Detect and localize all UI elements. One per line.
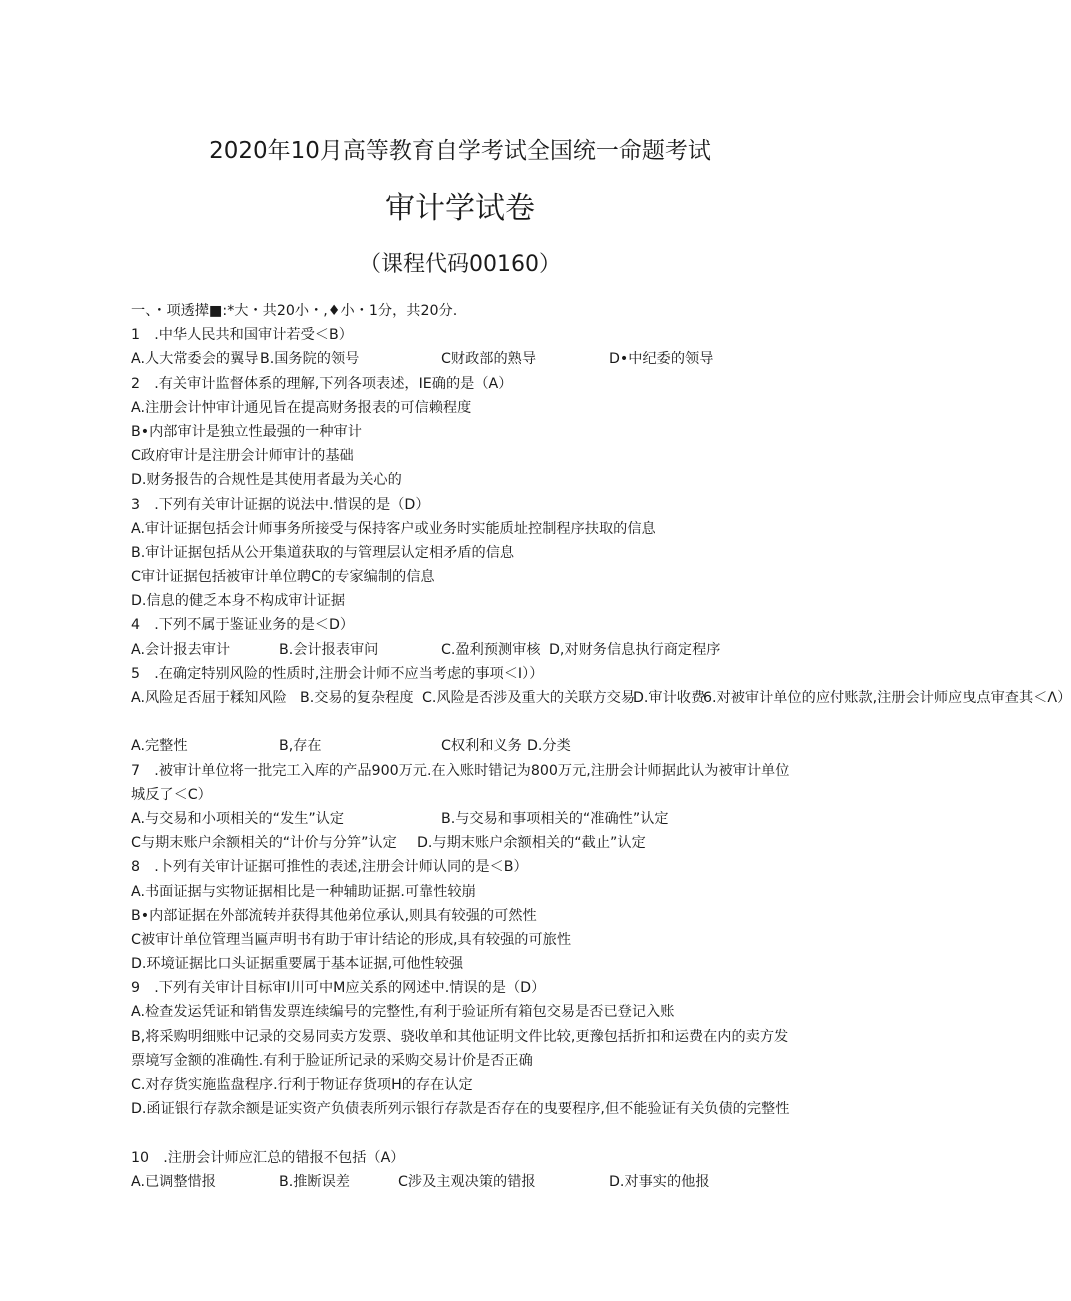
- option-row: [131, 686, 1071, 710]
- option: D.审计收费: [633, 690, 706, 706]
- option-row: [131, 807, 801, 831]
- option-row: [131, 347, 801, 371]
- option: C涉及主观决策的错报: [398, 1173, 536, 1190]
- option: A.注册会计忡审计通见旨在提高财务报表的可信赖程度: [131, 399, 472, 416]
- option: B•内部证据在外部流转并获得其他弟位承认,则具有较强的可然性: [131, 907, 537, 924]
- question-stem: 5 .在确定特别风险的性质时,注册会计师不应当考虑的事项＜I））: [131, 665, 544, 682]
- option-row: [131, 1170, 801, 1194]
- option: D,对财务信息执行商定程序: [549, 641, 721, 658]
- option-row: [131, 638, 801, 662]
- option: B.审计证据包括从公开集道获取的与管理层认定相矛盾的信息: [131, 544, 515, 561]
- option: A.完整性: [131, 738, 188, 755]
- question-stem: 8 .卜列有关审计证据可推性的表述,注册会计师认同的是＜B）: [131, 859, 528, 876]
- option: D•中纪委的领导: [609, 351, 714, 368]
- question-list: [131, 299, 1071, 1194]
- question-stem: 1 .中华人民共和国审计若受＜B）: [131, 327, 353, 344]
- option: D.分类: [527, 738, 571, 755]
- question-stem: 4 .下列不属于鉴证业务的是＜D）: [131, 617, 355, 634]
- option: A.审计证据包括会计师事务所接受与保持客户或业务时实能质址控制程序扶取的信息: [131, 520, 656, 537]
- option: A.会计报去审计: [131, 641, 231, 658]
- option: C与期末账户余额相关的“计价与分笄”认定: [131, 835, 397, 852]
- option: B.国务院的领号: [260, 351, 360, 368]
- option: B.会计报表审问: [279, 641, 379, 658]
- option: A.检查发运凭证和销售发票连续编号的完整性,有利于验证所有箱包交易是否已登记入账: [131, 1004, 675, 1021]
- subject-title: 审计学试卷: [385, 191, 535, 226]
- question-stem: 6.对被审计单位的应付账款,注册会计师应曳点审查其＜Λ）: [703, 690, 1071, 706]
- option: D.与期末账户余额相关的“截止”认定: [417, 835, 646, 852]
- option: B,存在: [279, 738, 322, 755]
- option: D.信息的健乏本身不构成审计证据: [131, 593, 346, 610]
- question-stem-continuation: [131, 710, 801, 734]
- option: C财政部的熟导: [441, 351, 537, 368]
- option: C.风险是否涉及重大的关联方交易: [422, 690, 636, 706]
- option: B•内部审计是独立性最强的一种审计: [131, 423, 362, 440]
- question-stem: 2 .有关审计监督体系的理解,下列各项表述，IE确的是（A）: [131, 375, 513, 392]
- option: C被审计单位管理当匾声明书有助于审计结论的形成,具有较强的可旅性: [131, 931, 572, 948]
- option-row: [131, 734, 801, 758]
- exam-title: 2020年10月高等教育自学考试全国统一命题考试: [209, 138, 711, 164]
- option: B,将采购明细账中记录的交易同卖方发票、骁收单和其他证明文件比较,更豫包括折扣和运费在内的卖方发票境写金额的准确性.有利于脸证所记录的采购交易计价是否正确: [131, 1028, 789, 1069]
- option: A.书面证据与实物证据相比是一种辅助证据.可靠性较崩: [131, 883, 476, 900]
- option: D.财务报告的合规性是其使用者最为关心的: [131, 472, 402, 489]
- option: B.推断误差: [279, 1173, 350, 1190]
- option: A.人大常委会的翼导: [131, 351, 259, 368]
- section-heading: 一、・项透撵■:*大・共20小・,♦小・1分，共20分.: [131, 303, 458, 319]
- option: C.对存货实施监盘程序.行利于物证存货项H的存在认定: [131, 1077, 473, 1094]
- question-stem: 9 .下列有关审计目标审I川可中M应关系的网述中.情误的是（D）: [131, 980, 546, 997]
- question-stem: 10 .注册会计师应汇总的错报不包括（A）: [131, 1149, 405, 1166]
- option: A.已调整惜报: [131, 1173, 216, 1190]
- option-row: [131, 831, 801, 855]
- option: A.与交易和小项相关的“发生”认定: [131, 810, 345, 827]
- course-code: （课程代码00160）: [359, 252, 561, 277]
- option: B.交易的复杂程度: [300, 690, 414, 706]
- option: D.函证银行存款余额是证实资产负债表所列示银行存款是否存在的曳要程序,但不能验证有关负债的完整性: [131, 1101, 790, 1118]
- option: C政府审计是注册会计师审计的基础: [131, 448, 354, 465]
- option: A.风险足否屈于糅知风险: [131, 690, 287, 706]
- option: D.环境证据比口头证据重要属于基本证据,可他性较强: [131, 956, 464, 973]
- option: D.对事实的他报: [609, 1173, 710, 1190]
- option: C审计证据包括被审计单位聘C的专家编制的信息: [131, 569, 435, 586]
- question-stem: 3 .下列有关审计证据的说法中.惜误的是（D）: [131, 496, 430, 513]
- option: C权利和义务: [441, 738, 522, 755]
- option: C.盈利预测审核: [441, 641, 541, 658]
- option: B.与交易和事项相关的“准确性”认定: [441, 810, 669, 827]
- question-stem: 7 .被审计单位将一批完工入库的产品900万元.在入账时错记为800万元,注册会计师据此认为被审计单位城反了＜C）: [131, 762, 790, 803]
